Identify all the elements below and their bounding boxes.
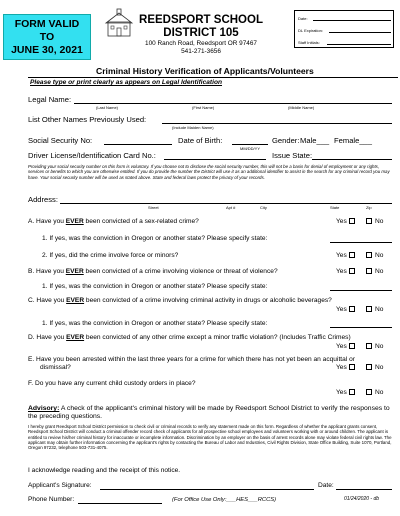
checkbox[interactable]: [349, 389, 355, 395]
yes-label: Yes: [336, 306, 347, 313]
yes-label: Yes: [336, 252, 347, 259]
school-phone: 541-271-3656: [181, 48, 221, 55]
office-box: [294, 10, 394, 48]
street-caption: Street: [148, 205, 159, 210]
gender-label: Gender:: [272, 136, 300, 145]
question-a2-no[interactable]: [364, 252, 383, 259]
checkbox[interactable]: [349, 268, 355, 274]
checkbox[interactable]: [349, 364, 355, 370]
checkbox[interactable]: [366, 389, 372, 395]
question-e-yes[interactable]: [336, 364, 355, 371]
question-a2-yes[interactable]: [336, 252, 355, 259]
question-d-no[interactable]: [364, 343, 383, 350]
letterhead: [136, 14, 266, 56]
question-f: F. Do you have any current child custody orders in place?: [28, 380, 196, 387]
yes-label: Yes: [336, 218, 347, 225]
question-e-no[interactable]: [364, 364, 383, 371]
address-label: Address:: [28, 195, 58, 204]
advisory: [28, 405, 396, 421]
instruction: Please type or print clearly as appears on Legal Identification: [30, 79, 223, 86]
apt-caption: Apt #: [226, 205, 236, 210]
office-dl-expiration: DL Expiration:: [298, 28, 323, 33]
question-c-yes[interactable]: [336, 306, 355, 313]
checkbox[interactable]: [366, 306, 372, 312]
acknowledge-text: I acknowledge reading and the receipt of this notice.: [28, 467, 181, 474]
checkbox[interactable]: [366, 364, 372, 370]
consent-text: I hereby grant Reedsport School District permission to check civil or criminal records to verify any statement made on this form. Regardless of whether the applicant grants consent, Reedsport School District will conduct a criminal offender record check of applicants for all prospective school employees and volunteers working with or around children. The applicant is entitled to review his/her criminal history for inaccurate or incomplete information. Discrimination by an employer on the basis of arrest records alone may violate federal civil rights law. The applicant may obtain further information concerning the applicant's rights by contacting the Bureau of Labor and Industries, Civil Rights Division, State Office Building, Suite 1070, Portland, Oregon 97232, telephone 503-731-4075.: [28, 424, 392, 451]
city-caption: City: [260, 205, 267, 210]
no-label: No: [375, 343, 384, 350]
last-name-caption: (Last Name): [96, 105, 119, 110]
question-b-no[interactable]: [364, 268, 383, 275]
yes-label: Yes: [336, 343, 347, 350]
question-b: B. Have you EVER been convicted of a crime involving violence or threat of violence?: [28, 268, 278, 275]
question-c1-state-field[interactable]: [330, 327, 392, 328]
school-logo: [104, 8, 134, 38]
dob-field[interactable]: [232, 144, 268, 145]
gender-female-option[interactable]: Female___: [334, 136, 372, 145]
no-label: No: [375, 218, 384, 225]
yes-label: Yes: [336, 389, 347, 396]
question-a-no[interactable]: [364, 218, 383, 225]
question-a1: 1. If yes, was the conviction in Oregon or another state? Please specify state:: [42, 235, 268, 242]
ssn-field[interactable]: [104, 144, 172, 145]
privacy-notice: Providing your social security number on this form is voluntary. If you choose not to disclose the social security number, this will not be a basis for denial of employment or any rights, services or benefits to which you are otherwise entitled. If you do provide the number the District will use it as an additional identifier to assist in the search for any criminal record you may have. Your social security number will be used as stated above. State and federal laws protect the privacy of your records.: [28, 164, 390, 180]
no-label: No: [375, 389, 384, 396]
gender-male-option[interactable]: Male___: [300, 136, 330, 145]
legal-name-field[interactable]: [74, 103, 392, 104]
phone-field[interactable]: [78, 503, 162, 504]
question-f-no[interactable]: [364, 389, 383, 396]
question-c-no[interactable]: [364, 306, 383, 313]
checkbox[interactable]: [366, 252, 372, 258]
office-staff-initials: Staff Initials:: [298, 40, 320, 45]
stamp-line-3: JUNE 30, 2021: [11, 44, 83, 56]
checkbox[interactable]: [349, 252, 355, 258]
stamp-line-2: TO: [39, 31, 55, 43]
checkbox[interactable]: [349, 218, 355, 224]
gender-male-label: Male: [300, 136, 317, 145]
dl-label: Driver License/Identification Card No.:: [28, 151, 156, 160]
question-b1: 1. If yes, was the conviction in Oregon or another state? Please specify state:: [42, 283, 268, 290]
ssn-label: Social Security No:: [28, 136, 93, 145]
district-name: DISTRICT 105: [163, 27, 239, 39]
address-field[interactable]: [60, 203, 392, 204]
validity-stamp: [3, 14, 91, 60]
middle-name-caption: (Middle Name): [288, 105, 315, 110]
office-date: Date:: [298, 16, 308, 21]
first-name-caption: (First Name): [192, 105, 215, 110]
state-caption: State: [330, 205, 340, 210]
question-b-yes[interactable]: [336, 268, 355, 275]
question-d: D. Have you EVER been convicted of any other crime except a minor traffic violation? (Includes Traffic Crimes): [28, 334, 351, 341]
no-label: No: [375, 306, 384, 313]
signature-label: Applicant's Signature:: [28, 482, 92, 489]
zip-caption: Zip: [366, 205, 372, 210]
advisory-label: Advisory:: [28, 405, 60, 412]
yes-label: Yes: [336, 268, 347, 275]
yes-label: Yes: [336, 364, 347, 371]
checkbox[interactable]: [349, 343, 355, 349]
advisory-text: A check of the applicant's criminal history will be made by Reedsport School District to verify the responses to the preceding questions.: [28, 405, 390, 420]
date-field[interactable]: [336, 489, 392, 490]
office-use-note: (For Office Use Only:___HES___RCCS): [172, 497, 277, 503]
no-label: No: [375, 364, 384, 371]
dob-format: MM/DD/YY: [240, 146, 260, 151]
question-a: A. Have you EVER been convicted of a sex-related crime?: [28, 218, 199, 225]
checkbox[interactable]: [366, 268, 372, 274]
stamp-line-1: FORM VALID: [14, 18, 80, 30]
dob-label: Date of Birth:: [178, 136, 223, 145]
no-label: No: [375, 268, 384, 275]
question-c1: 1. If yes, was the conviction in Oregon or another state? Please specify state:: [42, 320, 268, 327]
gender-female-label: Female: [334, 136, 360, 145]
question-f-yes[interactable]: [336, 389, 355, 396]
revision-date: 01/24/2020 - db: [344, 496, 380, 502]
question-a2: 2. If yes, did the crime involve force or minors?: [42, 252, 179, 259]
school-name: REEDSPORT SCHOOL: [139, 14, 263, 26]
question-e: E. Have you been arrested within the last three years for a crime for which there has not yet been an acquittal or dismissal?: [28, 356, 355, 371]
phone-label: Phone Number:: [28, 496, 75, 503]
question-b1-state-field[interactable]: [330, 290, 392, 291]
other-names-field[interactable]: [162, 123, 392, 124]
checkbox[interactable]: [366, 343, 372, 349]
issue-state-field[interactable]: [312, 159, 392, 160]
school-address: 100 Ranch Road, Reedsport OR 97467: [145, 40, 257, 47]
checkbox[interactable]: [349, 306, 355, 312]
question-d-yes[interactable]: [336, 343, 355, 350]
other-names-label: List Other Names Previously Used:: [28, 115, 147, 124]
question-c: C. Have you EVER been convicted of a crime involving criminal activity in drugs or alcoholic beverages?: [28, 297, 332, 304]
date-label: Date:: [318, 482, 334, 489]
signature-field[interactable]: [100, 489, 314, 490]
question-a1-state-field[interactable]: [330, 242, 392, 243]
no-label: No: [375, 252, 384, 259]
question-a-yes[interactable]: [336, 218, 355, 225]
issue-state-label: Issue State:: [272, 151, 313, 160]
legal-name-label: Legal Name:: [28, 95, 72, 104]
maiden-name-caption: (Include Maiden Name): [172, 125, 214, 130]
dl-field[interactable]: [164, 159, 266, 160]
checkbox[interactable]: [366, 218, 372, 224]
form-title: Criminal History Verification of Applicants/Volunteers: [96, 66, 314, 76]
